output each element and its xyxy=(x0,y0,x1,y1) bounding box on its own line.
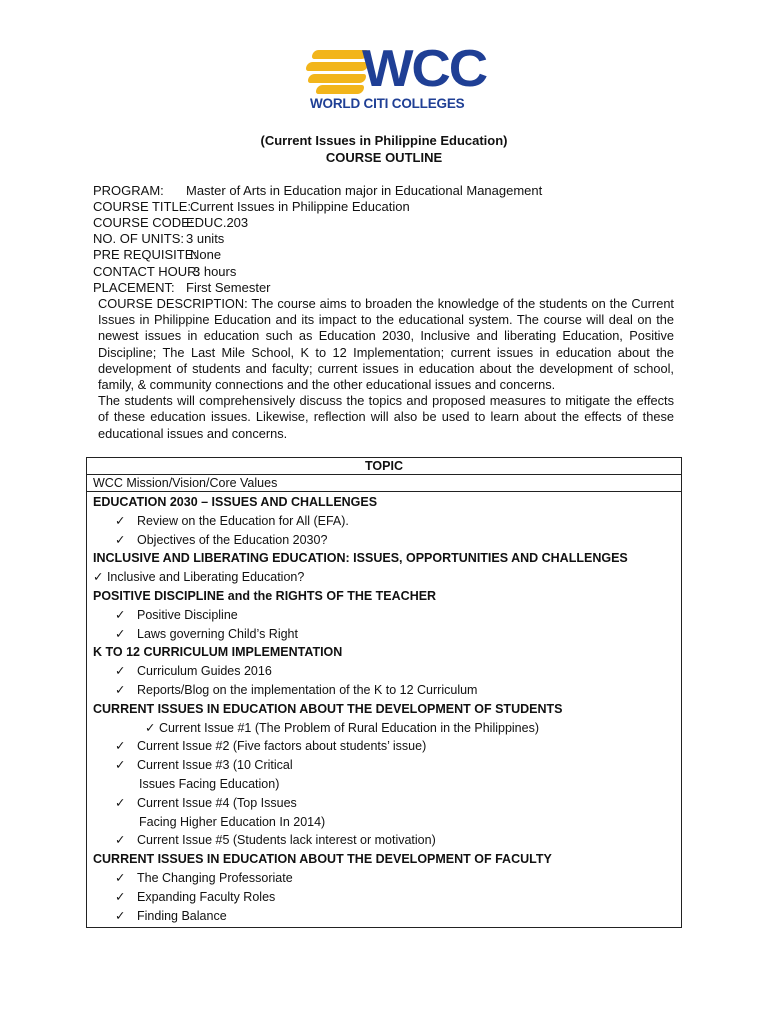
list-item: ✓ Current Issue #5 (Students lack interest or motivation) xyxy=(93,831,675,850)
logo-swoosh-stripe xyxy=(316,85,364,94)
checkmark-icon: ✓ xyxy=(115,870,126,885)
document-title: (Current Issues in Philippine Education) xyxy=(260,133,508,148)
program-line xyxy=(93,183,542,198)
checkmark-icon: ✓ xyxy=(115,532,126,547)
table-row xyxy=(87,475,682,492)
description-paragraph: The students will comprehensively discuss the topics and proposed measures to mitigate the effects of these education issues. Likewise, reflection will also be used to learn about the effects of these educational issues and concerns. xyxy=(98,393,674,441)
checkmark-icon: ✓ xyxy=(115,739,126,754)
contact-hour-line xyxy=(93,264,236,279)
list-item: ✓ Current Issue #4 (Top Issues xyxy=(93,794,675,813)
course-title-label: COURSE TITLE: xyxy=(93,199,192,214)
course-code-label: COURSE CODE: xyxy=(93,215,194,230)
logo-swoosh-stripe xyxy=(306,62,368,71)
section-heading: CURRENT ISSUES IN EDUCATION ABOUT THE DEVELOPMENT OF STUDENTS xyxy=(93,701,563,716)
logo-wordmark: WCC xyxy=(362,40,487,98)
section-heading: POSITIVE DISCIPLINE and the RIGHTS OF THE TEACHER xyxy=(93,588,437,603)
checkmark-icon: ✓ xyxy=(115,664,126,679)
checkmark-icon: ✓ xyxy=(115,607,126,622)
placement-value: First Semester xyxy=(186,280,271,295)
logo-swoosh-stripe xyxy=(312,50,368,59)
section-heading: EDUCATION 2030 – ISSUES AND CHALLENGES xyxy=(93,495,378,509)
list-item: ✓ The Changing Professoriate xyxy=(93,869,675,888)
section-heading: K TO 12 CURRICULUM IMPLEMENTATION xyxy=(93,645,343,660)
logo-swoosh-stripe xyxy=(308,74,366,83)
checkmark-icon: ✓ xyxy=(115,513,126,528)
list-item: ✓ Review on the Education for All (EFA). xyxy=(93,512,675,531)
topic-list-cell xyxy=(87,492,682,928)
program-value: Master of Arts in Education major in Educational Management xyxy=(186,183,543,198)
checkmark-icon: ✓ xyxy=(115,758,126,773)
checkmark-icon: ✓ xyxy=(115,795,126,810)
course-code-line xyxy=(93,215,248,230)
checkmark-icon: ✓ xyxy=(115,908,126,923)
placement-line xyxy=(93,280,271,295)
topic-table xyxy=(86,457,682,928)
table-header-topic: TOPIC xyxy=(87,458,682,475)
list-item: ✓ Reports/Blog on the implementation of the K to 12 Curriculum xyxy=(93,681,675,700)
list-item: ✓ Expanding Faculty Roles xyxy=(93,888,675,907)
checkmark-icon: ✓ xyxy=(115,833,126,848)
document-subtitle: COURSE OUTLINE xyxy=(325,150,443,165)
course-code-value: EDUC.203 xyxy=(186,215,249,230)
list-item-continuation: Facing Higher Education In 2014) xyxy=(139,814,326,829)
course-title-value: Current Issues in Philippine Education xyxy=(190,199,410,214)
list-item: ✓ Curriculum Guides 2016 xyxy=(93,662,675,681)
contact-hour-value: 3 hours xyxy=(193,264,237,279)
description-paragraph: COURSE DESCRIPTION: The course aims to broaden the knowledge of the students on the Current Issues in Philippine Education and its impact to the educational system. The course will deal on the newest issues in education such as Education 2030, Inclusive and liberating Education, Positive Discipline; The Last Mile School, K to 12 Implementation; current issues in education about the development of students and faculty; current issues in education about the development of school, family, & community connections and the other educational issues and concerns. xyxy=(98,296,674,393)
placement-label: PLACEMENT: xyxy=(93,280,175,295)
prerequisite-line xyxy=(93,247,221,262)
prerequisite-label: PRE REQUISITE: xyxy=(93,247,198,262)
program-label: PROGRAM: xyxy=(93,183,164,198)
prerequisite-value: None xyxy=(190,247,222,262)
course-description xyxy=(98,296,674,442)
list-item: ✓ Inclusive and Liberating Education? xyxy=(93,570,305,585)
table-row xyxy=(87,492,682,928)
checkmark-icon: ✓ xyxy=(115,889,126,904)
course-title-line xyxy=(93,199,410,214)
list-item: ✓ Laws governing Child’s Right xyxy=(93,625,675,644)
list-item: ✓ Finding Balance xyxy=(93,907,675,926)
checkmark-icon: ✓ xyxy=(115,682,126,697)
list-item: ✓ Positive Discipline xyxy=(93,606,675,625)
section-heading: INCLUSIVE AND LIBERATING EDUCATION: ISSUES, OPPORTUNITIES AND CHALLENGES xyxy=(93,551,628,566)
contact-hour-label: CONTACT HOUR: xyxy=(93,264,201,279)
list-item: ✓ Current Issue #1 (The Problem of Rural Education in the Philippines) xyxy=(145,720,540,735)
list-item: ✓ Current Issue #3 (10 Critical xyxy=(93,756,675,775)
logo-subtitle: WORLD CITI COLLEGES xyxy=(310,96,465,111)
units-label: NO. OF UNITS: xyxy=(93,231,184,246)
mission-vision-row: WCC Mission/Vision/Core Values xyxy=(87,475,682,492)
table-header-row xyxy=(87,458,682,475)
units-value: 3 units xyxy=(186,231,225,246)
section-heading: CURRENT ISSUES IN EDUCATION ABOUT THE DEVELOPMENT OF FACULTY xyxy=(93,852,552,867)
list-item-continuation: Issues Facing Education) xyxy=(139,776,280,791)
wcc-logo xyxy=(306,40,487,114)
list-item: ✓ Objectives of the Education 2030? xyxy=(93,531,675,550)
units-line xyxy=(93,231,224,246)
list-item: ✓ Current Issue #2 (Five factors about students’ issue) xyxy=(93,737,675,756)
checkmark-icon: ✓ xyxy=(115,626,126,641)
